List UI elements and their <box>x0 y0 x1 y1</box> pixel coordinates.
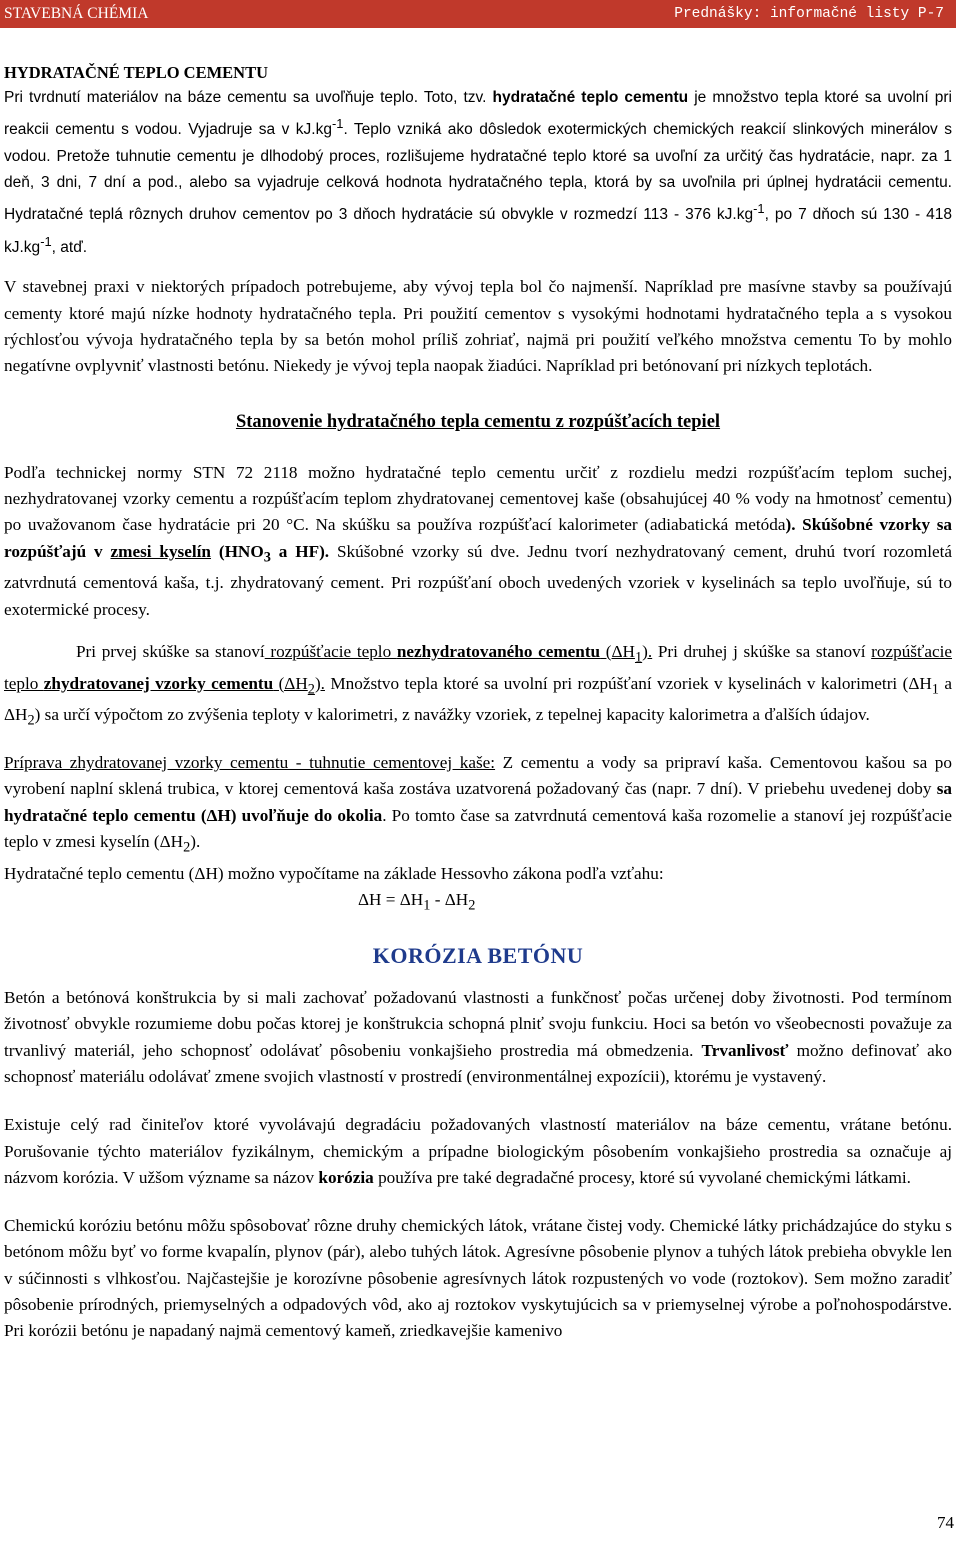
paragraph-standard-method: Podľa technickej normy STN 72 2118 možno hydratačné teplo cementu určiť z rozdielu medzi rozpúšťacím teplom suchej, nezhydratovanej vzorky cementu a rozpúšťacím teplom zhydratovanej cementovej kaše (obsahujúcej 40 % vody na hmotnosť cementu) po uvažovanom čase hydratácie pri 20 °C. Na skúšku sa používa rozpúšťací kalorimeter (adiabatická metóda). Skúšobné vzorky sa rozpúšťajú v zmesi kyselín ($HNO_3$ a HF). Skúšobné vzorky sú dve. Jednu tvorí nezhydratovaný cement, druhú tvorí rozomletá zatvrdnutá cementová kaša, t.j. zhydratovaný cement. Pri rozpúšťaní oboch uvedených vzoriek v kyselinách sa teplo uvoľňuje, sú to exotermické procesy. <box>4 462 953 619</box>
term-acid-mixture: zmesi kyselín <box>110 541 211 561</box>
paragraph-hess-law: Hydratačné teplo cementu (ΔH) možno vypočítame na základe Hessovho zákona podľa vzťahu: <box>4 863 664 883</box>
paragraph-construction-practice: V stavebnej praxi v niektorých prípadoch potrebujeme, aby vývoj tepla bol čo najmenší. Napríklad pre masívne stavby sa používajú cementy ktoré majú nízke hodnoty hydratačného tepla. Pri použití cementov s vysokými hodnotami hydratačného tepla a s vysokou rýchlosťou vývoja hydratačného tepla by sa betón mohol príliš zohriať, najmä pri použití veľkého množstva cementu To by mohlo negatívne ovplyvniť vlastnosti betónu. Niekedy je vývoj tepla naopak žiadúci. Napríklad pri betónovaní pri nízkych teplotách. <box>4 277 952 376</box>
header-lecture-info: Prednášky: informačné listy P-7 <box>674 6 944 22</box>
page-content <box>4 60 952 1345</box>
section-title-determination: Stanovenie hydratačného tepla cementu z rozpúšťacích tepiel <box>235 412 721 433</box>
page-header <box>0 0 956 28</box>
subheading-sample-preparation: Príprava zhydratovanej vzorky cementu - tuhnutie cementovej kaše: <box>4 753 496 773</box>
paragraph-degradation-factors: Existuje celý rad činiteľov ktoré vyvolávajú degradáciu požadovaných vlastností materiálov na báze cementu, vrátane betónu. Porušovanie týchto materiálov fyzikálnym, chemickým a prípadne biologickým pôsobením vonkajšieho prostredia sa označuje aj názvom korózia. V užšom význame sa názov korózia používa pre také degradačné procesy, ktoré sú vyvolané chemickými látkami. <box>4 1115 952 1187</box>
term-hydration-heat: hydratačné teplo cementu <box>492 89 689 106</box>
paragraph-dissolution-tests: Pri prvej skúške sa stanoví rozpúšťacie teplo nezhydratovaného cementu $(\Delta H_1)$. Pri druhej j skúške sa stanoví rozpúšťacie teplo zhydratovanej vzorky cementu $(\Delta H_2)$. Množstvo tepla ktoré sa uvolní pri rozpúšťaní vzoriek v kyselinách v kalorimetri ($\Delta H_1$ a $\Delta H_2$) sa určí výpočtom zo zvýšenia teploty v kalorimetri, z navážky vzoriek, z tepelnej kapacity kalorimetra a ďalších údajov. <box>4 641 952 729</box>
paragraph-hydration-intro: Pri tvrdnutí materiálov na báze cementu sa uvoľňuje teplo. Toto, tzv. hydratačné teplo cementu je množstvo tepla ktoré sa uvolní pri reakcii cementu s vodou. Vyjadruje sa v $kJ.kg^{-1}$. Teplo vzniká ako dôsledok exotermických chemických reakcií slinkových minerálov s vodou. Pretože tuhnutie cementu je dlhodobý proces, rozlišujeme hydratačné teplo ktoré sa uvoľní za určitý čas hydratácie, napr. za 1 deň, 3 dni, 7 dní a pod., alebo sa vyjadruje celková hodnota hydratačného tepla, ktorá by sa uvoľnila pri úplnej hydratácii cementu. Hydratačné teplá rôznych druhov cementov po 3 dňoch hydratácie sú obvykle v rozmedzí 113 - 376 $kJ.kg^{-1}$, po 7 dňoch sú 130 - 418 $kJ.kg^{-1}$, atď. <box>4 89 952 256</box>
header-course-title: STAVEBNÁ CHÉMIA <box>4 5 149 22</box>
page-number: 74 <box>937 1513 954 1532</box>
formula-hydration-heat: $\Delta H = \Delta H_1 - \Delta H_2$ <box>358 890 476 914</box>
section-title-concrete-corrosion: KORÓZIA BETÓNU <box>372 942 584 968</box>
paragraph-durability: Betón a betónová konštrukcia by si mali zachovať požadovanú vlastnosti a funkčnosť počas určenej doby životnosti. Pod termínom životnosť obvykle rozumieme dobu počas ktorej je konštrukcia schopná plniť svoju funkciu. Hoci sa betón vo všeobecnosti považuje za trvanlivý materiál, jeho schopnosť odolávať pôsobeniu vonkajšieho prostredia má obmedzenia. Trvanlivosť možno definovať ako schopnosť materiálu odolávať zmene svojich vlastností v prostredí (environmentálnej expozícii), ktorému je vystavený. <box>4 988 952 1086</box>
term-durability: Trvanlivosť <box>701 1040 789 1060</box>
term-corrosion: korózia <box>318 1167 374 1187</box>
section-title-hydration-heat: HYDRATAČNÉ TEPLO CEMENTU <box>4 63 269 82</box>
paragraph-chemical-corrosion: Chemickú koróziu betónu môžu spôsobovať rôzne druhy chemických látok, vrátane čistej vody. Chemické látky prichádzajúce do styku s betónom môžu byť vo forme kvapalín, plynov (pár), alebo tuhých látok. Agresívne pôsobenie plynov a tuhých látok prebieha obvykle len v súčinnosti s vlhkosťou. Najčastejšie je korozívne pôsobenie agresívnych látok rozpustených vo vode (roztokov). Sem možno zaradiť pôsobenie prírodných, priemyselných a odpadových vôd, ako aj roztokov vyskytujúcich sa v priemyselnej výrobe a poľnohospodárstve. Pri korózii betónu je napadaný najmä cementový kameň, zriedkavejšie kamenivo <box>4 1216 952 1341</box>
paragraph-sample-preparation: Príprava zhydratovanej vzorky cementu - tuhnutie cementovej kaše: Z cementu a vody sa pripraví kaša. Cementovou kašou sa po vyrobení naplní sklená trubica, v ktorej cementová kaša zostáva uzatvorená požadovaný čas (napr. 7 dní). V priebehu uvedenej doby sa hydratačné teplo cementu (ΔH) uvoľňuje do okolia. Po tomto čase sa zatvrdnutá cementová kaša rozomelie a stanoví jej rozpúšťacie teplo v zmesi kyselín $(\Delta H_2)$. <box>4 753 952 856</box>
